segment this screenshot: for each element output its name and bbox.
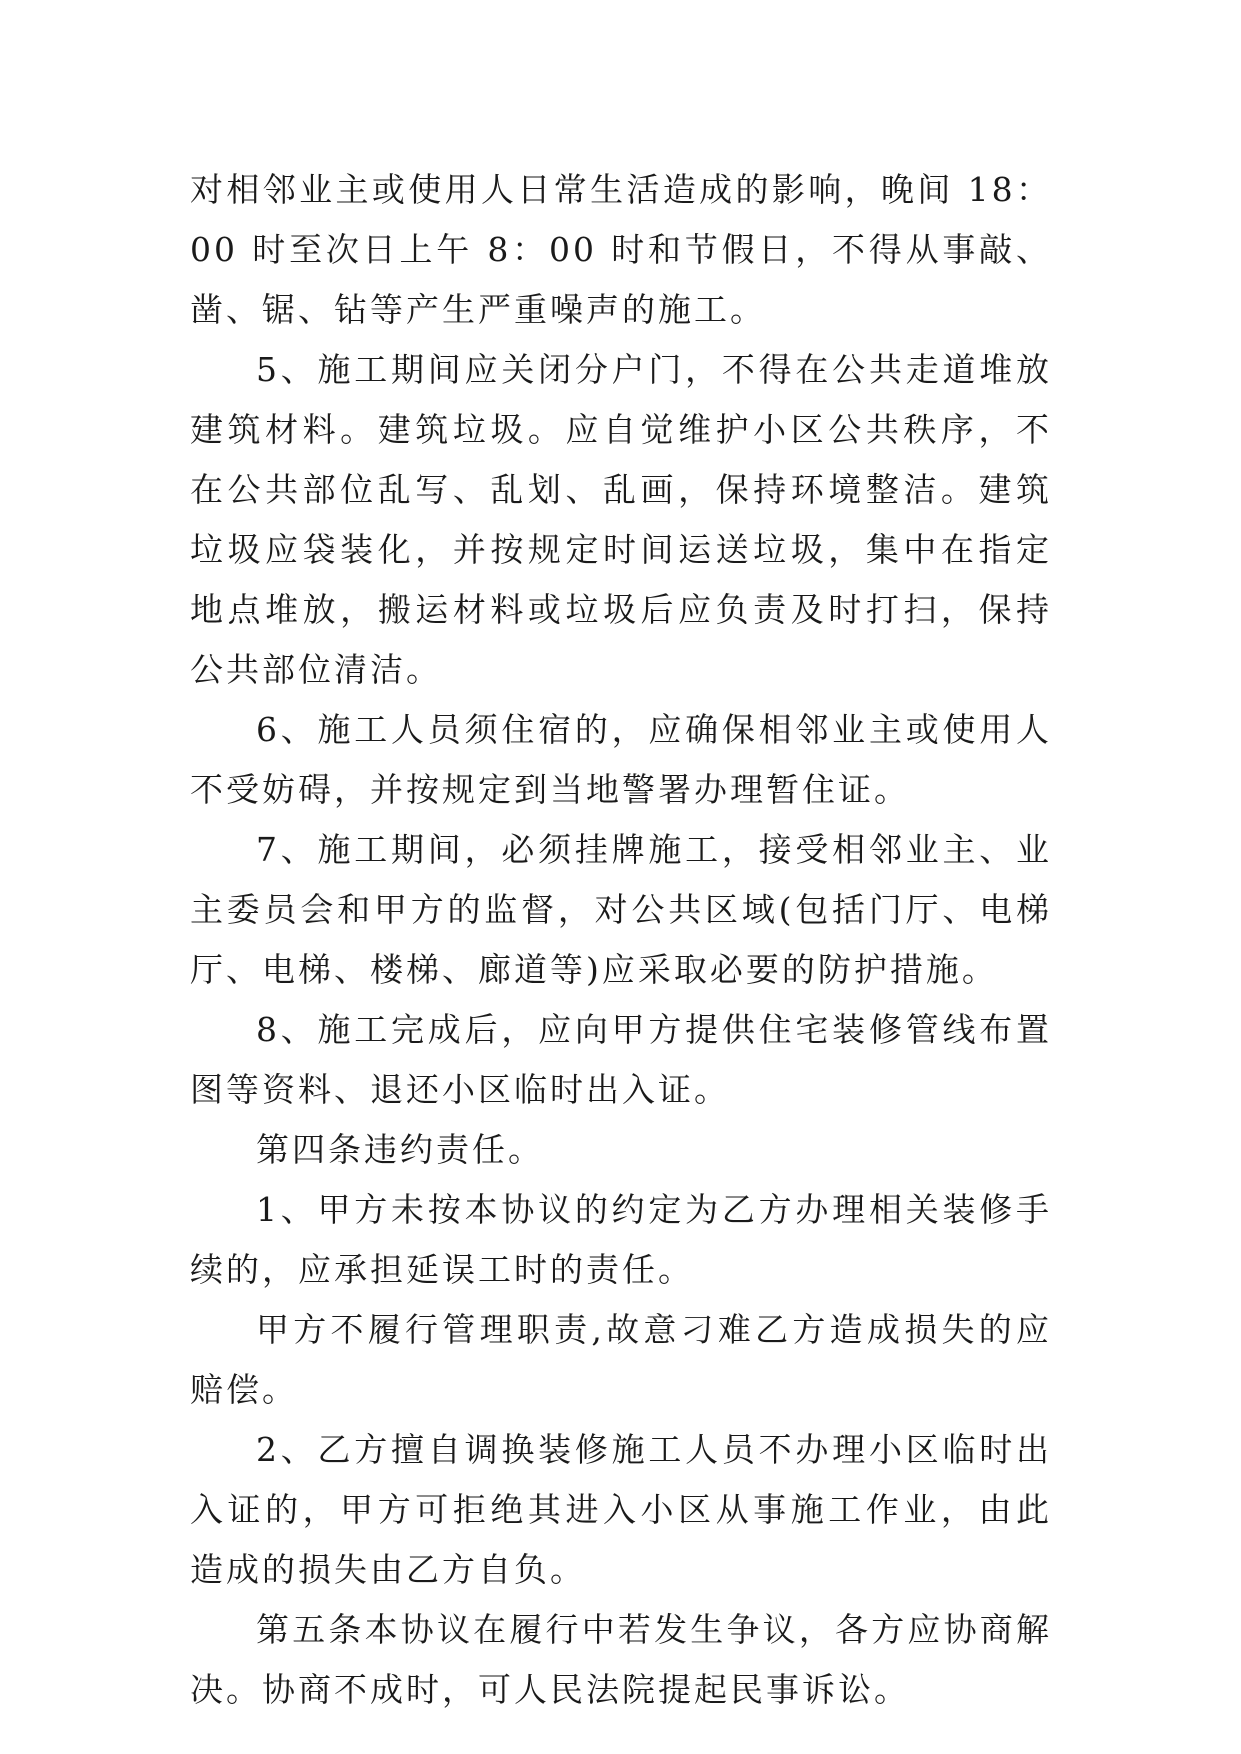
paragraph-noise-rules: 对相邻业主或使用人日常生活造成的影响，晚间 18：00 时至次日上午 8：00 时和节假日，不得从事敲、凿、锯、钻等产生严重噪声的施工。	[190, 170, 1052, 329]
paragraph-liability-2: 2、乙方擅自调换装修施工人员不办理小区临时出入证的，甲方可拒绝其进入小区从事施工作业，由此造成的损失由乙方自负。	[190, 1430, 1052, 1589]
paragraph-liability-1: 1、甲方未按本协议的约定为乙方办理相关装修手续的，应承担延误工时的责任。	[190, 1190, 1052, 1289]
paragraph-item-8: 8、施工完成后，应向甲方提供住宅装修管线布置图等资料、退还小区临时出入证。	[190, 1010, 1052, 1109]
document-body	[190, 160, 1052, 1720]
paragraph-item-5: 5、施工期间应关闭分户门，不得在公共走道堆放建筑材料。建筑垃圾。应自觉维护小区公共秩序，不在公共部位乱写、乱划、乱画，保持环境整洁。建筑垃圾应袋装化，并按规定时间运送垃圾，集中在指定地点堆放，搬运材料或垃圾后应负责及时打扫，保持公共部位清洁。	[190, 350, 1052, 689]
paragraph-item-7: 7、施工期间，必须挂牌施工，接受相邻业主、业主委员会和甲方的监督，对公共区域(包括门厅、电梯厅、电梯、楼梯、廊道等)应采取必要的防护措施。	[190, 830, 1052, 989]
paragraph-liability-1-compensation: 甲方不履行管理职责,故意刁难乙方造成损失的应赔偿。	[190, 1310, 1052, 1409]
paragraph-item-6: 6、施工人员须住宿的，应确保相邻业主或使用人不受妨碍，并按规定到当地警署办理暂住证。	[190, 710, 1052, 809]
section-heading-article-4: 第四条违约责任。	[256, 1130, 544, 1169]
paragraph-article-5: 第五条本协议在履行中若发生争议，各方应协商解决。协商不成时，可人民法院提起民事诉讼。	[190, 1610, 1052, 1709]
